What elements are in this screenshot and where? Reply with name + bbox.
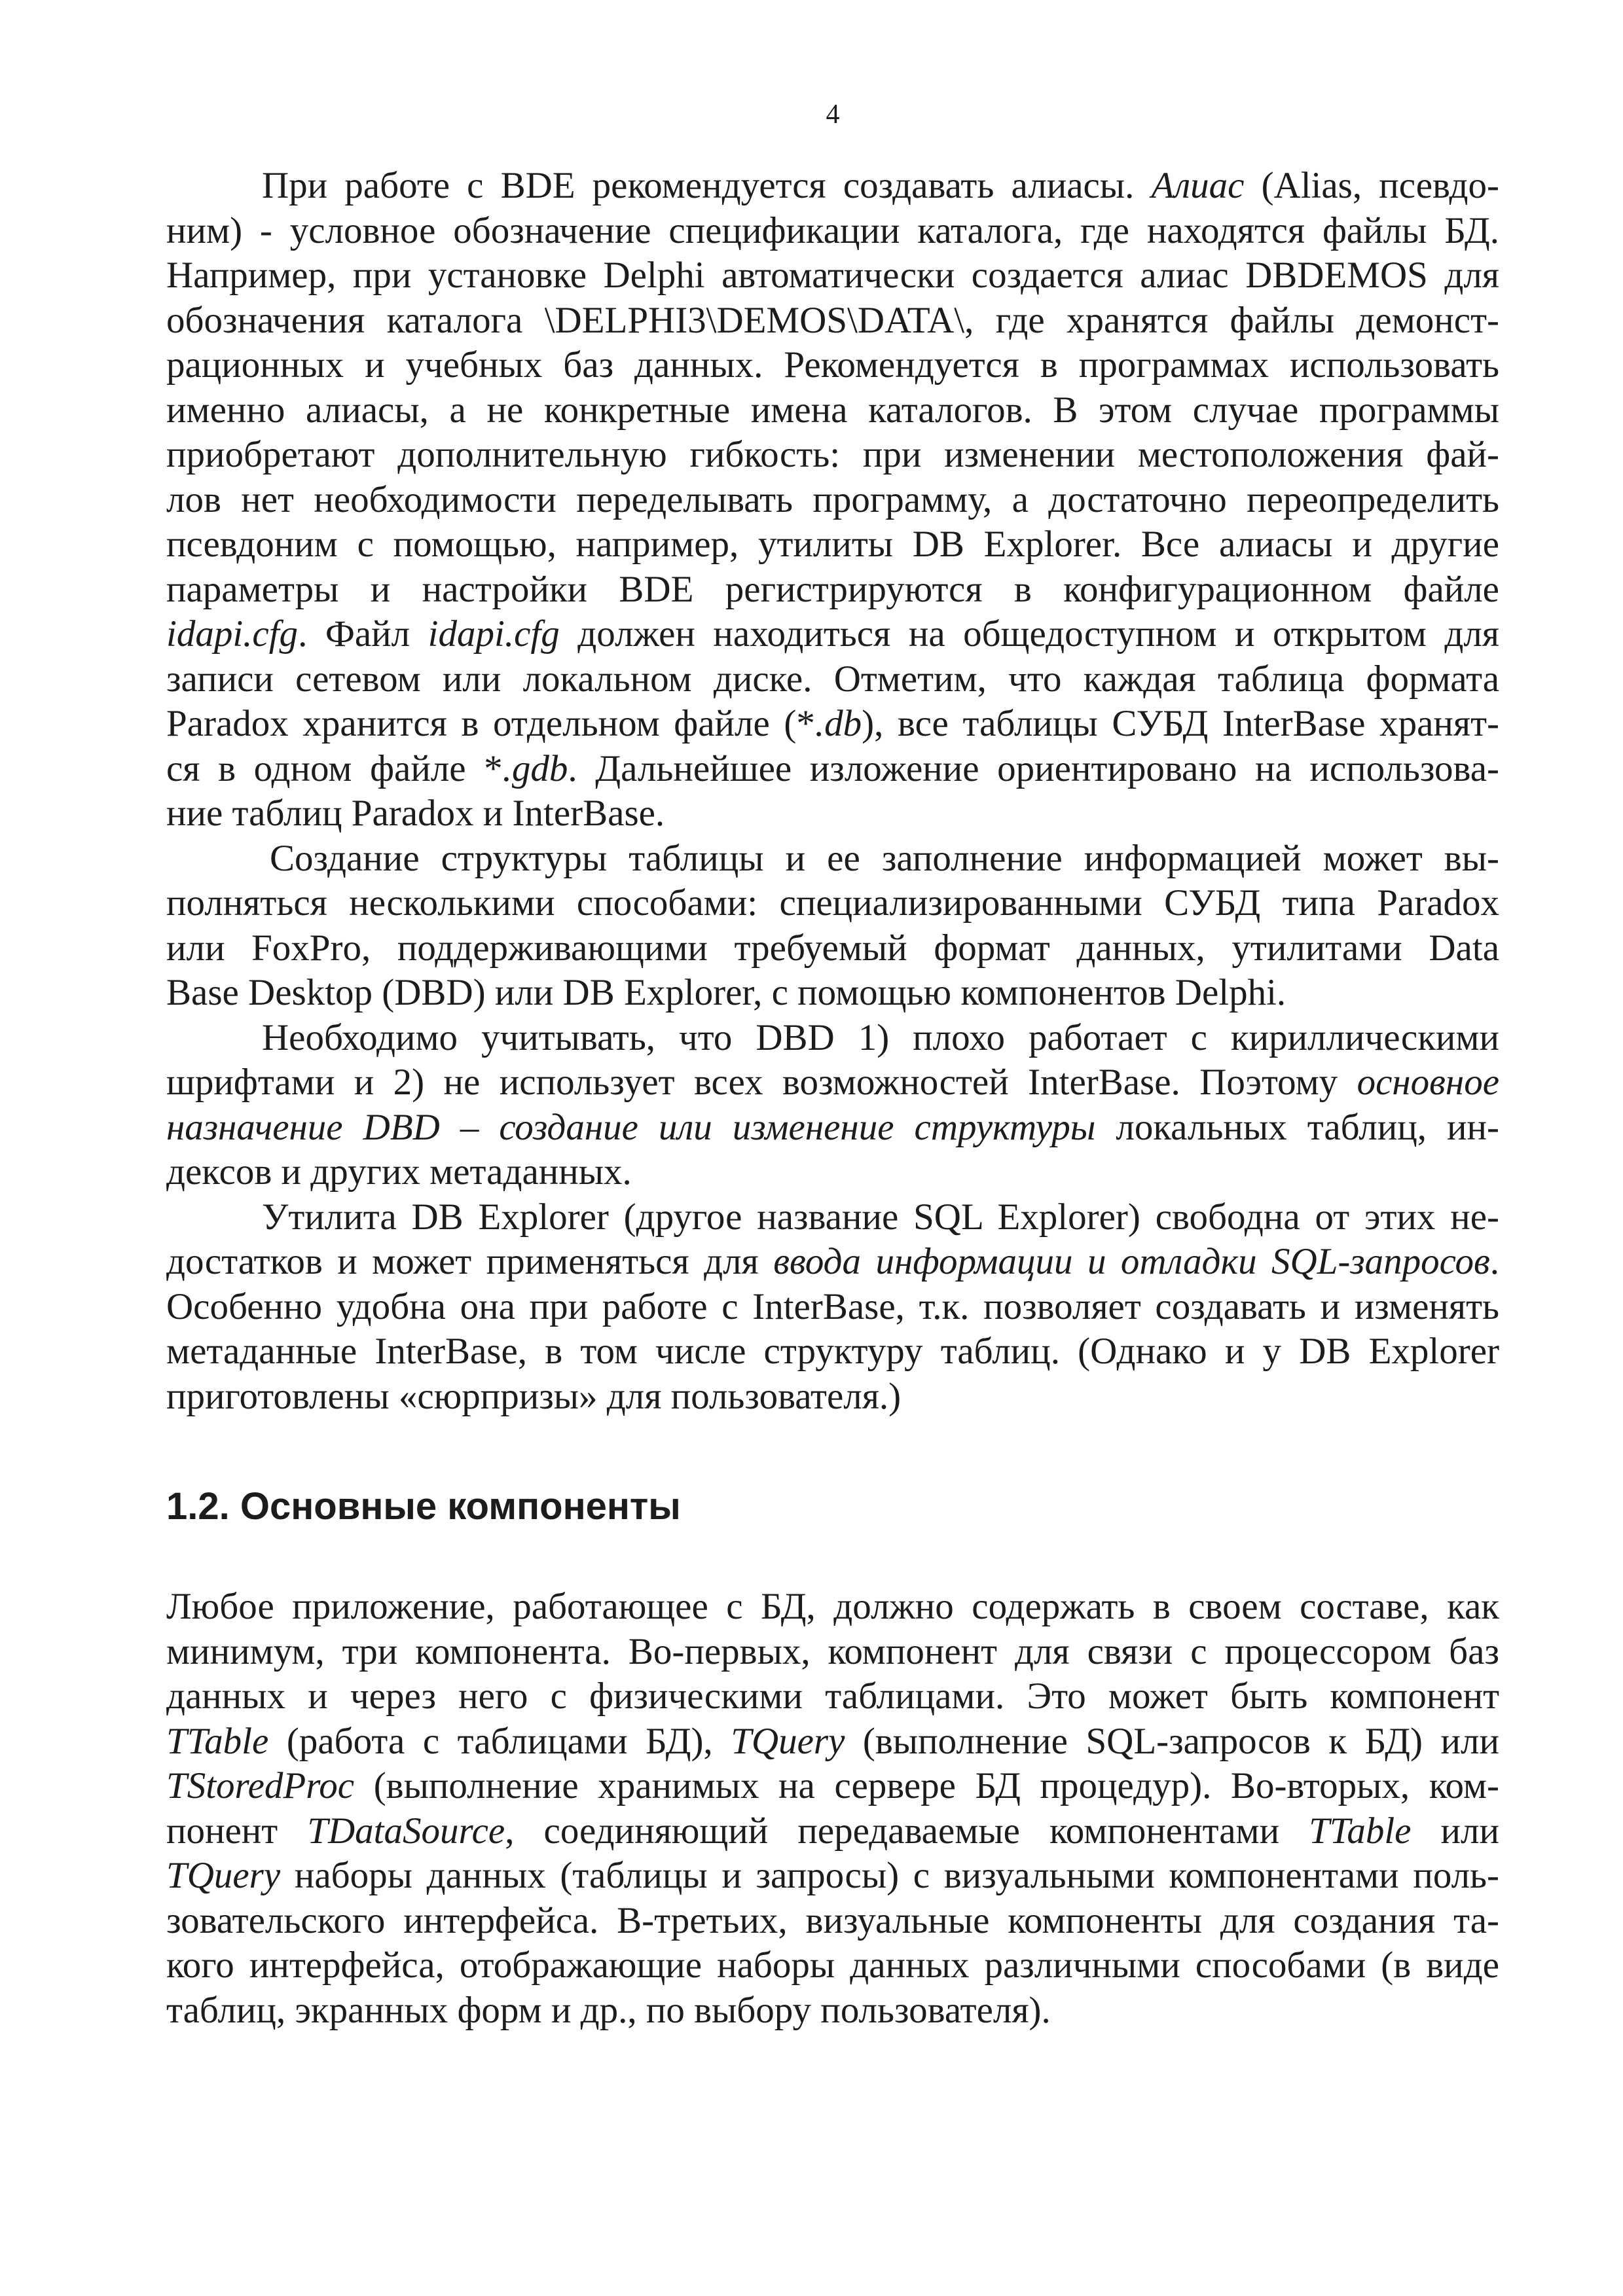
text-line <box>166 1764 1499 1809</box>
emphasis: TQuery <box>166 1855 281 1896</box>
text-line <box>166 1240 1499 1285</box>
section-text <box>166 1585 1499 2033</box>
emphasis: TTable <box>166 1720 269 1762</box>
text-line: данных и через него с физическими таблицами. Это может быть компонент <box>166 1676 1499 1717</box>
text-line: Утилита DB Explorer (другое название SQL Explorer) свободна от этих не- <box>262 1196 1499 1238</box>
text-line <box>166 1105 1499 1151</box>
text-line: зовательского интерфейса. В-третьих, визуальные компоненты для создания та- <box>166 1899 1499 1941</box>
text-line: кого интерфейса, отображающие наборы данных различными способами (в виде <box>166 1945 1499 1986</box>
text-line <box>166 1809 1499 1854</box>
text-line: Особенно удобна она при работе с InterBase, т.к. позволяет создавать и изменять <box>166 1285 1499 1327</box>
text-line: приобретают дополнительную гибкость: при изменении местоположения фай- <box>166 434 1499 475</box>
text-segment: ), все таблицы СУБД InterBase хранят- <box>862 703 1499 744</box>
emphasis: назначение DBD – создание или изменение структуры <box>166 1106 1096 1148</box>
paragraph <box>166 836 1499 1016</box>
text-segment: локальных таблиц, ин- <box>1095 1106 1499 1148</box>
emphasis: idapi.cfg <box>166 613 299 655</box>
emphasis: TQuery <box>731 1720 845 1762</box>
text-line: лов нет необходимости переделывать программу, а достаточно переопределить <box>166 478 1499 520</box>
text-segment: . Дальнейшее изложение ориентировано на использова- <box>568 747 1499 789</box>
text-line: Необходимо учитывать, что DBD 1) плохо работает с кириллическими <box>262 1016 1499 1058</box>
text-line: Base Desktop (DBD) или DB Explorer, с помощью компонентов Delphi. <box>166 972 1286 1013</box>
text-segment: (работа с таблицами БД), <box>268 1720 731 1762</box>
text-line: или FoxPro, поддерживающими требуемый формат данных, утилитами Data <box>166 927 1499 969</box>
emphasis: ввода информации и отладки SQL-запросов <box>773 1241 1490 1282</box>
text-line: ним) - условное обозначение спецификации каталога, где находятся файлы БД. <box>166 209 1499 251</box>
text-line: Например, при установке Delphi автоматически создается алиас DBDEMOS для <box>166 255 1499 296</box>
text-segment: (выполнение SQL-запросов к БД) или <box>845 1720 1499 1762</box>
text-line <box>166 612 1499 657</box>
paragraph <box>166 1016 1499 1195</box>
text-line: рационных и учебных баз данных. Рекомендуется в программах использовать <box>166 344 1499 386</box>
text-segment: шрифтами и 2) не использует всех возможностей InterBase. Поэтому <box>166 1062 1357 1103</box>
text-line <box>166 1719 1499 1765</box>
body-text <box>166 164 1499 1419</box>
text-segment: понент <box>166 1810 308 1852</box>
text-segment: должен находиться на общедоступном и открытом для <box>559 613 1500 655</box>
text-segment: При работе с BDE рекомендуется создавать алиасы. <box>262 165 1152 206</box>
text-segment: наборы данных (таблицы и запросы) с визуальными компонентами поль- <box>280 1855 1499 1896</box>
text-line: Создание структуры таблицы и ее заполнение информацией может вы- <box>270 837 1499 879</box>
text-line <box>166 1854 1499 1899</box>
text-line: Любое приложение, работающее с БД, должно содержать в своем составе, как <box>166 1586 1499 1627</box>
section-heading: 1.2. Основные компоненты <box>166 1485 681 1528</box>
text-line <box>166 164 1499 209</box>
emphasis: TDataSource <box>307 1810 505 1852</box>
text-line: дексов и других метаданных. <box>166 1151 632 1193</box>
text-segment: , соединяющий передаваемые компонентами <box>505 1810 1309 1852</box>
page-number: 4 <box>826 99 840 130</box>
text-line: таблиц, экранных форм и др., по выбору пользователя). <box>166 1989 1051 2031</box>
text-line <box>166 747 1499 792</box>
text-line <box>166 1060 1499 1105</box>
section-header <box>166 1484 1499 1530</box>
paragraph <box>166 1195 1499 1420</box>
emphasis: .gdb <box>502 747 568 789</box>
text-line: записи сетевом или локальном диске. Отметим, что каждая таблица формата <box>166 658 1499 700</box>
text-line: полняться несколькими способами: специализированными СУБД типа Paradox <box>166 882 1499 924</box>
emphasis: TTable <box>1309 1810 1412 1852</box>
text-line: параметры и настройки BDE регистрируются в конфигурационном файле <box>166 568 1499 610</box>
text-segment: (Alias, псевдо- <box>1244 165 1500 206</box>
text-segment: ся в одном файле * <box>166 747 503 789</box>
text-line <box>166 702 1499 747</box>
text-segment: . <box>1489 1241 1500 1282</box>
text-line: псевдоним с помощью, например, утилиты DB Explorer. Все алиасы и другие <box>166 524 1499 565</box>
text-line: метаданные InterBase, в том числе структуру таблиц. (Однако и у DB Explorer <box>166 1331 1499 1372</box>
text-segment: . Файл <box>298 613 428 655</box>
text-segment: (выполнение хранимых на сервере БД процедур). Во-вторых, ком- <box>354 1765 1499 1806</box>
text-line: минимум, три компонента. Во-первых, компонент для связи с процессором баз <box>166 1630 1499 1672</box>
paragraph <box>166 1585 1499 2033</box>
emphasis: основное <box>1357 1062 1499 1103</box>
text-segment: достатков и может применяться для <box>166 1241 774 1282</box>
text-segment: Paradox хранится в отдельном файле (* <box>166 703 815 744</box>
text-segment: или <box>1411 1810 1499 1852</box>
text-line: ние таблиц Paradox и InterBase. <box>166 793 665 834</box>
text-line: приготовлены «сюрпризы» для пользователя.) <box>166 1375 902 1417</box>
emphasis: Алиас <box>1151 165 1245 206</box>
emphasis: .db <box>814 703 862 744</box>
emphasis: idapi.cfg <box>428 613 560 655</box>
paragraph <box>166 164 1499 836</box>
emphasis: TStoredProc <box>166 1765 355 1806</box>
text-line: обозначения каталога \DELPHI3\DEMOS\DATA\, где хранятся файлы демонст- <box>166 299 1499 341</box>
text-line: именно алиасы, а не конкретные имена каталогов. В этом случае программы <box>166 389 1499 431</box>
